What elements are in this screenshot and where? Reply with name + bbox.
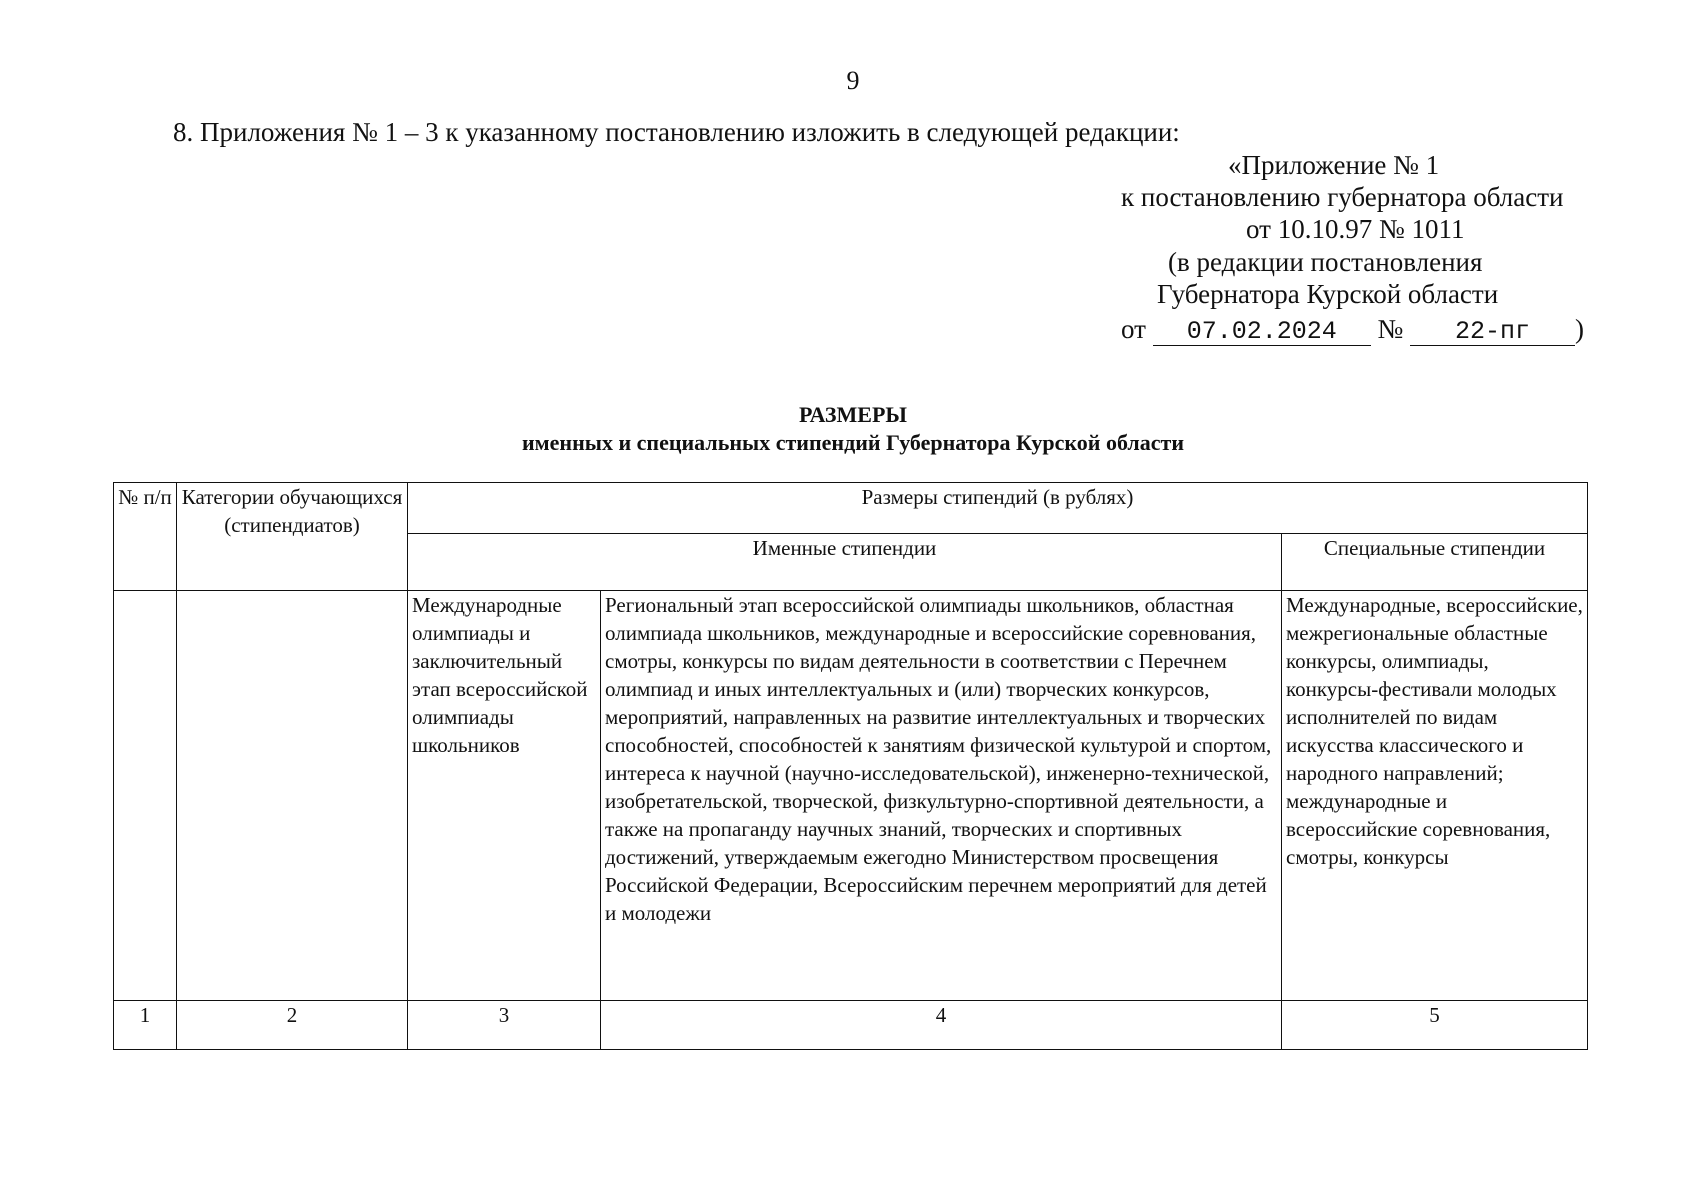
col-number: 4 [601, 1001, 1282, 1050]
appendix-line-2: к постановлению губернатора области [1121, 182, 1564, 212]
col-number: 5 [1282, 1001, 1588, 1050]
appendix-line-5: Губернатора Курской области [1157, 279, 1499, 309]
desc-cell-1 [114, 591, 177, 1001]
page-number: 9 [846, 66, 860, 95]
header-num: № п/п [114, 483, 177, 591]
number-prefix: № [1377, 314, 1404, 344]
date-value: 07.02.2024 [1153, 318, 1371, 346]
col-number: 2 [177, 1001, 408, 1050]
closing-bracket: ) [1574, 314, 1584, 344]
header-sizes: Размеры стипендий (в рублях) [408, 483, 1588, 534]
desc-cell-3: Международные олимпиады и заключительный этап всероссийской олимпиады школьников [408, 591, 601, 1001]
desc-cell-4: Региональный этап всероссийской олимпиады школьников, областная олимпиада школьников, международные и всероссийские соревнования, смотры, конкурсы по видам деятельности в соответствии с Перечнем олимпиад и иных интеллектуальных и (или) творческих конкурсов, мероприятий, направленных на развитие интеллектуальных и творческих способностей, способностей к занятиям физической культурой и спортом, интереса к научной (научно-исследовательской), инженерно-технической, изобретательской, творческой, физкультурно-спортивной деятельности, а также на пропаганду научных знаний, творческих и спортивных достижений, утверждаемым ежегодно Министерством просвещения Российской Федерации, Всероссийским перечнем мероприятий для детей и молодежи [601, 591, 1282, 1001]
appendix-line-3: от 10.10.97 № 1011 [1246, 214, 1465, 244]
desc-cell-5: Международные, всероссийские, межрегиональные областные конкурсы, олимпиады, конкурсы-фестивали молодых исполнителей по видам искусства классического и народного направлений; международные и всероссийские соревнования, смотры, конкурсы [1282, 591, 1588, 1001]
appendix-line-4: (в редакции постановления [1168, 247, 1483, 277]
header-named: Именные стипендии [408, 534, 1282, 591]
col-number: 1 [114, 1001, 177, 1050]
desc-cell-2 [177, 591, 408, 1001]
date-prefix: от [1121, 314, 1146, 344]
header-special: Специальные стипендии [1282, 534, 1588, 591]
appendix-line-1: «Приложение № 1 [1228, 150, 1440, 180]
intro-paragraph: 8. Приложения № 1 – 3 к указанному постановлению изложить в следующей редакции: [173, 117, 1180, 147]
header-categories: Категории обучающихся (стипендиатов) [177, 483, 408, 591]
document-subtitle: именных и специальных стипендий Губернатора Курской области [522, 430, 1184, 455]
appendix-date-line [1121, 314, 1584, 346]
number-value: 22-пг [1410, 318, 1575, 346]
scholarship-table [113, 482, 1588, 1050]
col-number: 3 [408, 1001, 601, 1050]
document-title: РАЗМЕРЫ [798, 402, 908, 427]
